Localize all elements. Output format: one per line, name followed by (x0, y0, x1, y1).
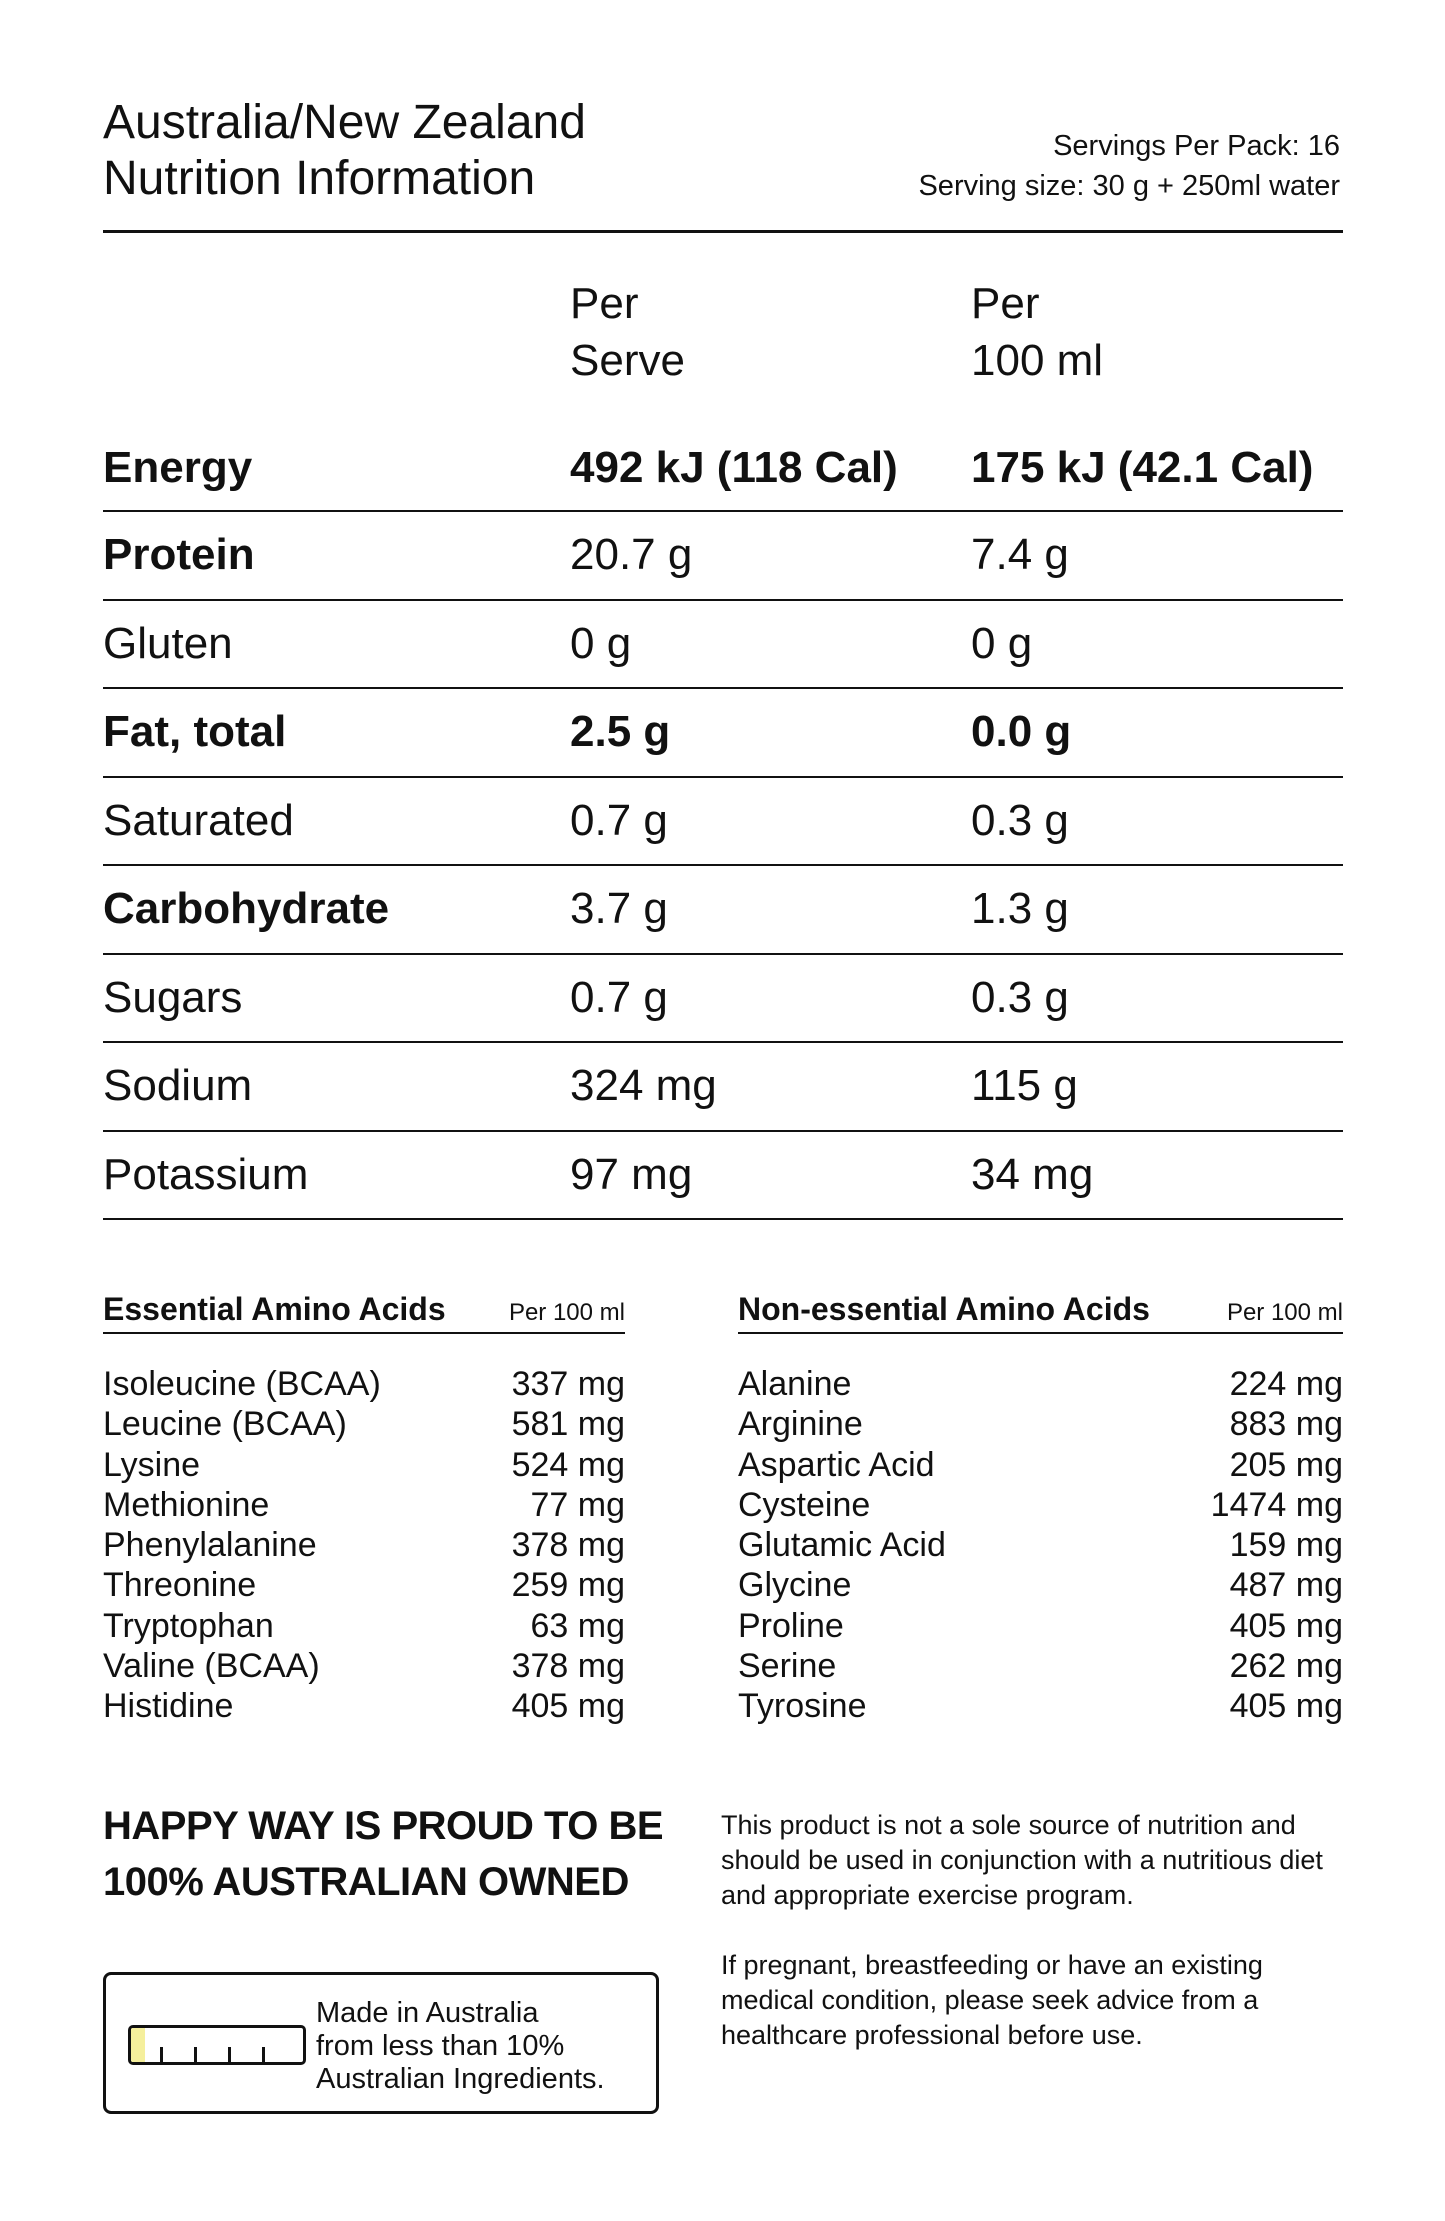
per-100ml-value: 0.3 g (971, 795, 1069, 845)
nutrient-name: Saturated (103, 795, 294, 845)
amino-value: 405 mg (1229, 1687, 1343, 1726)
amino-row (103, 1485, 625, 1525)
per-serve-value: 97 mg (570, 1149, 693, 1199)
nutrition-row-carbohydrate (103, 866, 1343, 955)
amino-value: 524 mg (511, 1445, 625, 1484)
per-100ml-value: 0.0 g (971, 707, 1072, 757)
amino-row (738, 1606, 1343, 1646)
per-100ml-value: 115 g (971, 1061, 1078, 1111)
serving-size: Serving size: 30 g + 250ml water (918, 170, 1340, 202)
amino-name: Valine (BCAA) (103, 1647, 320, 1686)
amino-row (738, 1565, 1343, 1605)
amino-row (103, 1404, 625, 1444)
per-100-line-1: Per (971, 279, 1040, 328)
amino-value: 159 mg (1229, 1526, 1343, 1565)
amino-value: 205 mg (1229, 1445, 1343, 1484)
servings-per-pack: Servings Per Pack: 16 (1053, 130, 1340, 162)
amino-value: 1474 mg (1210, 1485, 1343, 1524)
amino-row (103, 1686, 625, 1726)
essential-amino-title: Essential Amino Acids (103, 1291, 446, 1327)
nutrition-row-gluten (103, 601, 1343, 690)
non-essential-amino-header (738, 1290, 1343, 1334)
amino-row (738, 1445, 1343, 1485)
nutrient-name: Carbohydrate (103, 884, 390, 934)
column-header-per-serve (570, 275, 685, 389)
nutrition-row-sugars (103, 955, 1343, 1044)
amino-name: Phenylalanine (103, 1526, 317, 1565)
per-100ml-value: 34 mg (971, 1149, 1094, 1199)
origin-statement (316, 1997, 605, 2096)
amino-row (738, 1686, 1343, 1726)
non-essential-amino-title: Non-essential Amino Acids (738, 1291, 1150, 1327)
proud-line-1: HAPPY WAY IS PROUD TO BE (103, 1804, 664, 1848)
bar-tick (228, 2047, 231, 2062)
essential-amino-unit: Per 100 ml (508, 1299, 625, 1326)
amino-name: Isoleucine (BCAA) (103, 1365, 381, 1403)
title-line-1: Australia/New Zealand (103, 96, 586, 149)
nutrition-row-potassium (103, 1132, 1343, 1221)
nutrition-row-protein (103, 512, 1343, 601)
title-line-2: Nutrition Information (103, 152, 536, 205)
amino-name: Histidine (103, 1687, 234, 1726)
amino-value: 405 mg (1229, 1606, 1343, 1645)
essential-amino-list (103, 1364, 625, 1727)
bar-tick (194, 2047, 197, 2062)
non-essential-amino-unit: Per 100 ml (1226, 1299, 1343, 1326)
per-serve-value: 20.7 g (570, 530, 693, 580)
australian-ingredients-fill (131, 2028, 145, 2062)
amino-name: Glutamic Acid (738, 1526, 946, 1565)
nutrient-name: Sugars (103, 972, 243, 1022)
per-100ml-value: 7.4 g (971, 530, 1069, 580)
amino-row (103, 1525, 625, 1565)
per-100ml-value: 1.3 g (971, 884, 1069, 934)
amino-value: 378 mg (511, 1647, 625, 1686)
amino-row (738, 1485, 1343, 1525)
per-100-line-2: 100 ml (971, 336, 1104, 385)
amino-name: Arginine (738, 1405, 863, 1444)
amino-value: 259 mg (511, 1566, 625, 1605)
amino-name: Lysine (103, 1445, 201, 1484)
bar-tick (262, 2047, 265, 2062)
per-serve-line-1: Per (570, 279, 639, 328)
per-serve-line-2: Serve (570, 336, 685, 385)
amino-value: 405 mg (511, 1687, 625, 1726)
per-100ml-value: 175 kJ (42.1 Cal) (971, 442, 1314, 492)
amino-value: 378 mg (511, 1526, 625, 1565)
nutrient-name: Energy (103, 442, 253, 492)
nutrition-row-energy (103, 425, 1343, 512)
amino-value: 77 mg (530, 1485, 625, 1524)
proud-line-2: 100% AUSTRALIAN OWNED (103, 1860, 629, 1904)
amino-row (738, 1646, 1343, 1686)
amino-name: Glycine (738, 1566, 852, 1605)
nutrient-name: Potassium (103, 1149, 309, 1199)
disclaimer-notes (721, 1808, 1341, 2053)
nutrient-name: Fat, total (103, 707, 287, 757)
per-100ml-value: 0 g (971, 618, 1033, 668)
nutrition-row-saturated (103, 778, 1343, 867)
nutrient-name: Protein (103, 530, 255, 580)
nutrient-name: Gluten (103, 618, 233, 668)
amino-value: 262 mg (1229, 1647, 1343, 1686)
amino-row (738, 1525, 1343, 1565)
origin-line-3: Australian Ingredients. (316, 2063, 605, 2095)
amino-row (103, 1565, 625, 1605)
amino-value: 883 mg (1229, 1405, 1343, 1444)
amino-value: 224 mg (1229, 1365, 1343, 1403)
servings-info (918, 126, 1340, 206)
per-serve-value: 0 g (570, 618, 632, 668)
amino-row (103, 1445, 625, 1485)
nutrition-row-sodium (103, 1043, 1343, 1132)
origin-line-2: from less than 10% (316, 2030, 565, 2062)
nutrition-table (103, 425, 1343, 1220)
origin-line-1: Made in Australia (316, 1997, 539, 2029)
essential-amino-header (103, 1290, 625, 1334)
amino-name: Tryptophan (103, 1606, 274, 1645)
amino-value: 337 mg (511, 1365, 625, 1403)
page-title (103, 95, 586, 207)
amino-name: Methionine (103, 1485, 270, 1524)
per-serve-value: 0.7 g (570, 972, 668, 1022)
amino-row (738, 1404, 1343, 1444)
australian-owned-statement (103, 1798, 663, 1910)
amino-name: Leucine (BCAA) (103, 1405, 347, 1444)
amino-name: Proline (738, 1606, 844, 1645)
amino-name: Threonine (103, 1566, 257, 1605)
nutrient-name: Sodium (103, 1061, 253, 1111)
disclaimer-nutrition: This product is not a sole source of nutrition and should be used in conjunction with a nutritious diet and appropriate exercise program. (721, 1810, 1323, 1910)
essential-amino-acids-table (103, 1290, 625, 1727)
amino-name: Serine (738, 1647, 837, 1686)
amino-name: Cysteine (738, 1485, 871, 1524)
amino-name: Aspartic Acid (738, 1445, 935, 1484)
non-essential-amino-list (738, 1364, 1343, 1727)
header-divider (103, 230, 1343, 233)
per-serve-value: 2.5 g (570, 707, 671, 757)
per-serve-value: 0.7 g (570, 795, 668, 845)
column-header-per-100ml (971, 275, 1103, 389)
country-of-origin-badge (103, 1972, 659, 2114)
bar-tick (160, 2047, 163, 2062)
amino-row (103, 1606, 625, 1646)
per-serve-value: 3.7 g (570, 884, 668, 934)
amino-value: 581 mg (511, 1405, 625, 1444)
amino-name: Alanine (738, 1365, 852, 1403)
australian-ingredients-bar (128, 2025, 306, 2065)
amino-value: 487 mg (1229, 1566, 1343, 1605)
amino-name: Tyrosine (738, 1687, 867, 1726)
per-serve-value: 324 mg (570, 1061, 717, 1111)
per-serve-value: 492 kJ (118 Cal) (570, 442, 898, 492)
amino-row (738, 1364, 1343, 1404)
disclaimer-medical: If pregnant, breastfeeding or have an existing medical condition, please seek advice from a healthcare professional before use. (721, 1950, 1263, 2050)
nutrition-row-fat-total (103, 689, 1343, 778)
per-100ml-value: 0.3 g (971, 972, 1069, 1022)
amino-value: 63 mg (530, 1606, 625, 1645)
amino-row (103, 1646, 625, 1686)
non-essential-amino-acids-table (738, 1290, 1343, 1727)
amino-row (103, 1364, 625, 1404)
